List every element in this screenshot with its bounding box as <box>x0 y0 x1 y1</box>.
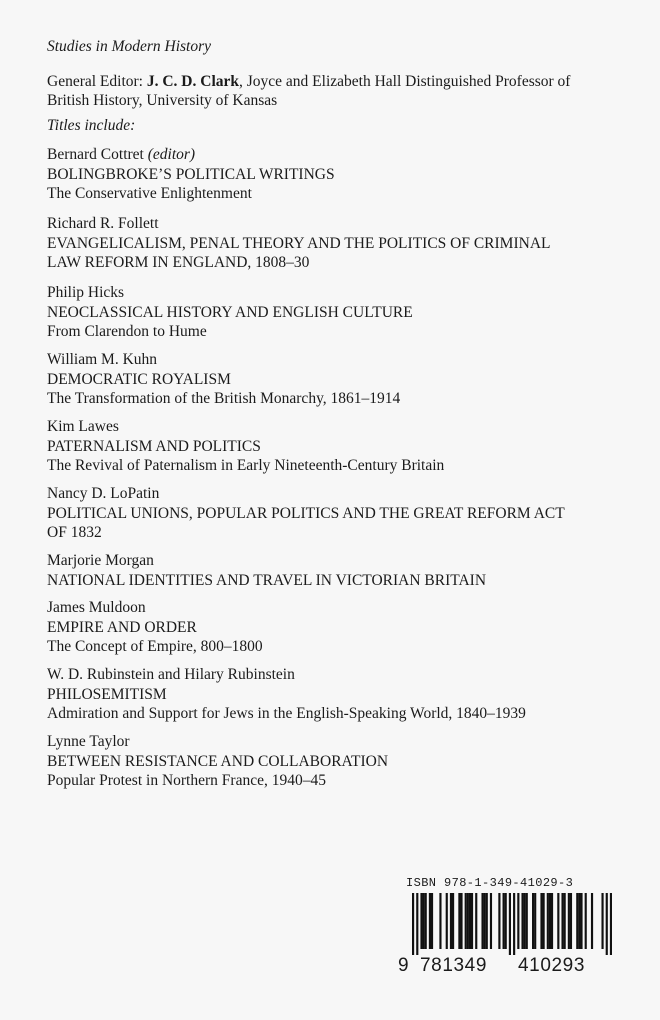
barcode-bar <box>471 893 473 949</box>
book-entry <box>47 214 627 273</box>
barcode-bar <box>549 893 551 949</box>
barcode-bar <box>524 893 526 949</box>
barcode-digit-group-1: 781349 <box>420 955 488 976</box>
book-title: NEOCLASSICAL HISTORY AND ENGLISH CULTURE <box>47 303 413 321</box>
barcode-bar <box>425 893 427 949</box>
barcode-bar <box>532 893 534 949</box>
book-entry <box>47 598 627 657</box>
book-title-line2: OF 1832 <box>47 524 102 541</box>
barcode-bar <box>564 893 566 949</box>
barcode-bar <box>601 893 603 949</box>
book-subtitle: Admiration and Support for Jews in the English-Speaking World, 1840–1939 <box>47 705 526 722</box>
book-title: DEMOCRATIC ROYALISM <box>47 370 231 388</box>
book-subtitle: From Clarendon to Hume <box>47 323 207 340</box>
barcode-bar <box>429 893 431 949</box>
barcode-bar <box>557 893 559 949</box>
book-entry <box>47 417 627 476</box>
barcode-bar <box>460 893 462 949</box>
barcode-bar <box>606 893 608 955</box>
barcode-bar <box>509 893 511 955</box>
book-author: Kim Lawes <box>47 418 119 435</box>
barcode-icon <box>412 893 612 955</box>
editor-prefix: General Editor: <box>47 73 147 90</box>
barcode-bar <box>561 893 563 949</box>
editor-affiliation-line2: British History, University of Kansas <box>47 92 278 109</box>
book-title: EVANGELICALISM, PENAL THEORY AND THE POLITICS OF CRIMINAL <box>47 234 551 252</box>
book-entry <box>47 145 627 204</box>
book-title: PHILOSEMITISM <box>47 685 167 703</box>
book-author: William M. Kuhn <box>47 351 158 368</box>
barcode-bar <box>526 893 528 949</box>
barcode-bar <box>423 893 425 949</box>
book-title-line2: LAW REFORM IN ENGLAND, 1808–30 <box>47 254 310 271</box>
book-subtitle: The Revival of Paternalism in Early Nineteenth-Century Britain <box>47 457 445 474</box>
book-author: Nancy D. LoPatin <box>47 485 160 502</box>
barcode-bar <box>484 893 486 949</box>
barcode-digit-group-2: 410293 <box>518 955 586 976</box>
book-entry <box>47 551 627 590</box>
book-author: Bernard Cottret <box>47 146 144 163</box>
barcode-bar <box>450 893 452 949</box>
series-title: Studies in Modern History <box>47 38 212 55</box>
barcode-bar <box>591 893 593 949</box>
book-subtitle: Popular Protest in Northern France, 1940–45 <box>47 772 326 789</box>
barcode-bar <box>505 893 507 949</box>
book-title: EMPIRE AND ORDER <box>47 618 197 636</box>
barcode-bar <box>475 893 477 949</box>
book-author: Philip Hicks <box>47 284 125 301</box>
barcode-bar <box>503 893 505 949</box>
barcode-bar <box>465 893 467 949</box>
barcode-bar <box>452 893 454 949</box>
book-author: Richard R. Follett <box>47 215 159 232</box>
barcode-bar <box>513 893 515 955</box>
barcode-bar <box>580 893 582 949</box>
book-subtitle: The Transformation of the British Monarchy, 1861–1914 <box>47 390 401 407</box>
titles-include-heading: Titles include: <box>47 117 136 134</box>
book-entry <box>47 484 627 543</box>
barcode-bar <box>521 893 523 949</box>
editor-affiliation: , Joyce and Elizabeth Hall Distinguished Professor of <box>239 73 571 90</box>
book-role: (editor) <box>147 146 196 163</box>
barcode-bar <box>568 893 570 949</box>
book-author: Marjorie Morgan <box>47 552 154 569</box>
barcode-bar <box>498 893 500 949</box>
general-editor <box>47 72 627 110</box>
barcode-bar <box>610 893 612 955</box>
book-subtitle: The Concept of Empire, 800–1800 <box>47 638 263 655</box>
barcode-bar <box>490 893 492 949</box>
book-entry <box>47 665 627 724</box>
barcode-bar <box>551 893 553 949</box>
barcode-bar <box>458 893 460 949</box>
barcode-bar <box>431 893 433 949</box>
book-entry <box>47 732 627 791</box>
book-author: W. D. Rubinstein and Hilary Rubinstein <box>47 666 295 683</box>
barcode-bar <box>547 893 549 949</box>
barcode-bar <box>446 893 448 949</box>
barcode-bar <box>576 893 578 949</box>
editor-name: J. C. D. Clark <box>146 73 239 90</box>
book-author: Lynne Taylor <box>47 733 130 750</box>
book-title: POLITICAL UNIONS, POPULAR POLITICS AND THE GREAT REFORM ACT <box>47 504 565 522</box>
book-title: BETWEEN RESISTANCE AND COLLABORATION <box>47 752 389 770</box>
barcode-bar <box>486 893 488 949</box>
book-title: BOLINGBROKE’S POLITICAL WRITINGS <box>47 165 335 183</box>
barcode-bar <box>416 893 418 955</box>
isbn-label: ISBN 978-1-349-41029-3 <box>406 876 574 890</box>
barcode-bar <box>439 893 441 949</box>
book-entry <box>47 283 627 342</box>
barcode-bar <box>469 893 471 949</box>
barcode-bar <box>420 893 422 949</box>
barcode-bar <box>412 893 414 955</box>
barcode-bar <box>540 893 542 949</box>
barcode-bar <box>517 893 519 949</box>
barcode-bar <box>467 893 469 949</box>
book-entry <box>47 350 627 409</box>
book-title: NATIONAL IDENTITIES AND TRAVEL IN VICTORIAN BRITAIN <box>47 571 487 589</box>
barcode-digit-lead: 9 <box>398 955 410 976</box>
book-author: James Muldoon <box>47 599 146 616</box>
barcode-bar <box>570 893 572 949</box>
barcode-bar <box>585 893 587 949</box>
book-subtitle: The Conservative Enlightenment <box>47 185 252 202</box>
barcode-bar <box>543 893 545 949</box>
barcode-bar <box>534 893 536 949</box>
barcode-bar <box>578 893 580 949</box>
barcode-bar <box>481 893 483 949</box>
book-title: PATERNALISM AND POLITICS <box>47 437 261 455</box>
